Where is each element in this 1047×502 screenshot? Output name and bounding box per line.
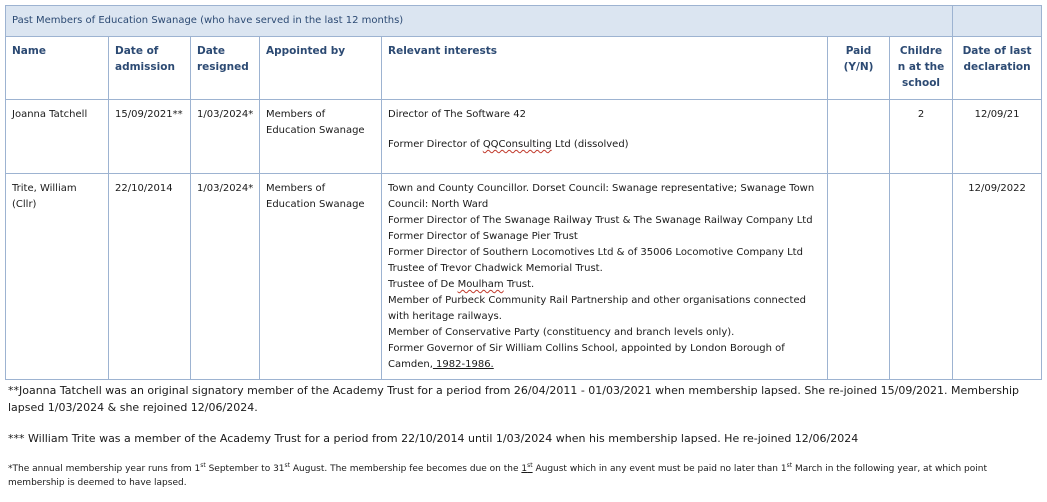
interest-line: Former Director of Swanage Pier Trust (388, 231, 578, 242)
table-title: Past Members of Education Swanage (who have served in the last 12 months) (6, 6, 953, 37)
cell-children (890, 174, 953, 380)
table-row (6, 174, 1042, 380)
header-interests: Relevant interests (382, 37, 828, 100)
cell-admission: 22/10/2014 (109, 174, 191, 380)
header-appointed: Appointed by (260, 37, 382, 100)
cell-name: Joanna Tatchell (6, 100, 109, 174)
header-row (6, 37, 1042, 100)
table-row (6, 100, 1042, 174)
cell-paid (828, 174, 890, 380)
cell-resigned: 1/03/2024* (191, 174, 260, 380)
cell-declaration: 12/09/2022 (953, 174, 1042, 380)
interest-line: Former Director of QQConsulting Ltd (dissolved) (388, 139, 629, 150)
header-admission: Date of admission (109, 37, 191, 100)
cell-appointed: Members of Education Swanage (260, 174, 382, 380)
interest-line: Trustee of Trevor Chadwick Memorial Trust. (388, 263, 603, 274)
cell-interests (382, 174, 828, 380)
header-resigned: Date resigned (191, 37, 260, 100)
header-children: Childre n at the school (890, 37, 953, 100)
interest-line: Director of The Software 42 (388, 109, 526, 120)
cell-appointed: Members of Education Swanage (260, 100, 382, 174)
cell-resigned: 1/03/2024* (191, 100, 260, 174)
title-empty-cell (953, 6, 1042, 37)
interest-line: Trustee of De Moulham Trust. (388, 279, 535, 290)
header-declaration: Date of last declaration (953, 37, 1042, 100)
cell-name: Trite, William (Cllr) (6, 174, 109, 380)
cell-declaration: 12/09/21 (953, 100, 1042, 174)
past-members-table (5, 5, 1042, 380)
cell-admission: 15/09/2021** (109, 100, 191, 174)
interest-line: Town and County Councillor. Dorset Council: Swanage representative; Swanage Town Council: North Ward (388, 183, 815, 210)
footnote-membership-year: *The annual membership year runs from 1st September to 31st August. The membership fee becomes due on the 1st August which in any event must be paid no later than 1st March in the following year, at which point membership is deemed to have lapsed. (8, 462, 987, 488)
cell-interests (382, 100, 828, 174)
header-name: Name (6, 37, 109, 100)
footnote-william: *** William Trite was a member of the Academy Trust for a period from 22/10/2014 until 1/03/2024 when his membership lapsed. He re-joined 12/06/2024 (8, 432, 859, 445)
cell-paid (828, 100, 890, 174)
cell-children: 2 (890, 100, 953, 174)
footnote-joanna: **Joanna Tatchell was an original signatory member of the Academy Trust for a period from 26/04/2011 - 01/03/2021 when membership lapsed. She re-joined 15/09/2021. Membership lapsed 1/03/2024 & she rejoined 12/06/2024. (8, 384, 1020, 414)
interest-line: Member of Purbeck Community Rail Partnership and other organisations connected with heritage railways. (388, 295, 806, 322)
interest-line: Former Director of Southern Locomotives Ltd & of 35006 Locomotive Company Ltd (388, 247, 803, 258)
interest-line: Member of Conservative Party (constituency and branch levels only). (388, 327, 735, 338)
interest-line: Former Governor of Sir William Collins School, appointed by London Borough of Camden, 1982-1986. (388, 343, 785, 370)
company-name: QQConsulting (482, 139, 552, 150)
interest-line: Former Director of The Swanage Railway Trust & The Swanage Railway Company Ltd (388, 215, 813, 226)
header-paid: Paid (Y/N) (828, 37, 890, 100)
